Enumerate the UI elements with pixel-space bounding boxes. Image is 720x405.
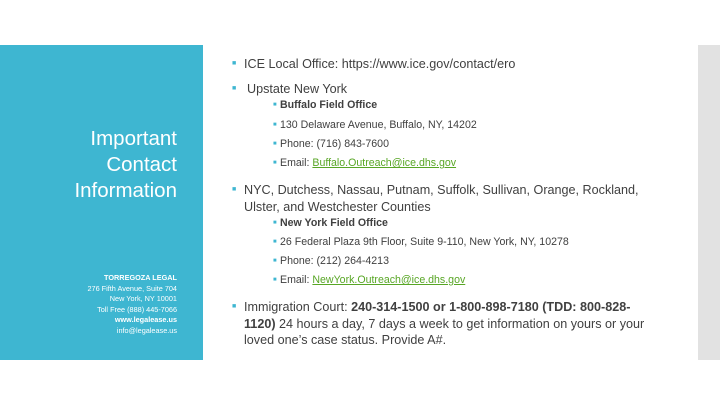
office-phone: Phone: (212) 264-4213 [280, 255, 389, 267]
bullet-icon: ■ [232, 85, 237, 92]
right-accent-strip [698, 45, 720, 360]
office-name: Buffalo Field Office [280, 99, 378, 111]
list-item [232, 235, 569, 249]
bullet-icon: ■ [273, 141, 277, 147]
buffalo-email-link[interactable]: Buffalo.Outreach@ice.dhs.gov [312, 157, 457, 169]
title-line: Important [90, 127, 177, 150]
title-line: Contact [106, 153, 177, 176]
firm-address-line: 276 Fifth Avenue, Suite 704 [87, 283, 177, 293]
firm-name: TORREGOZA LEGAL [104, 273, 177, 282]
list-item [232, 216, 388, 230]
bullet-icon: ■ [232, 186, 237, 193]
office-address: 26 Federal Plaza 9th Floor, Suite 9-110, New York, NY, 10278 [280, 236, 569, 248]
list-item [232, 273, 465, 287]
list-item [232, 118, 477, 132]
firm-tollfree: Toll Free (888) 445-7066 [97, 304, 177, 314]
bullet-icon: ■ [273, 122, 277, 128]
list-item [232, 299, 656, 349]
sidebar-panel [0, 45, 203, 360]
bullet-icon: ■ [273, 220, 277, 226]
newyork-email-link[interactable]: NewYork.Outreach@ice.dhs.gov [312, 274, 466, 286]
email-label: Email: [280, 157, 313, 169]
firm-address-line: New York, NY 10001 [109, 294, 177, 304]
bullet-icon: ■ [232, 60, 237, 67]
bullet-icon: ■ [273, 258, 277, 264]
bullet-icon: ■ [273, 160, 277, 166]
list-item [232, 182, 656, 215]
court-label: Immigration Court: [244, 300, 352, 314]
list-item [232, 98, 377, 112]
nyc-heading: NYC, Dutchess, Nassau, Putnam, Suffolk, Sullivan, Orange, Rockland, Ulster, and Westchester Counties [244, 183, 639, 214]
firm-email: info@legalease.us [116, 325, 177, 335]
list-item [232, 156, 456, 170]
title-line: Information [74, 179, 177, 202]
list-item [232, 137, 389, 151]
immigration-court-item [244, 299, 656, 349]
bullet-icon: ■ [273, 239, 277, 245]
court-description: 24 hours a day, 7 days a week to get information on yours or your loved one’s case status. Provide A#. [244, 316, 645, 348]
upstate-heading: Upstate New York [247, 82, 348, 96]
bullet-icon: ■ [273, 277, 277, 283]
office-phone: Phone: (716) 843-7600 [280, 138, 389, 150]
bullet-icon: ■ [273, 102, 277, 108]
firm-contact-block [0, 273, 177, 337]
firm-website: www.legalease.us [114, 315, 177, 325]
office-name: New York Field Office [280, 217, 388, 229]
bullet-icon: ■ [232, 303, 237, 310]
ice-local-office: ICE Local Office: https://www.ice.gov/contact/ero [244, 57, 516, 71]
court-phone-numbers: 240-314-1500 or 1-800-898-7180 (TDD: 800-828-1120) [244, 300, 631, 331]
list-item [232, 254, 389, 268]
office-address: 130 Delaware Avenue, Buffalo, NY, 14202 [280, 119, 477, 131]
email-label: Email: [280, 274, 313, 286]
list-item [232, 56, 515, 73]
slide-title [7, 126, 177, 204]
list-item [232, 81, 347, 98]
